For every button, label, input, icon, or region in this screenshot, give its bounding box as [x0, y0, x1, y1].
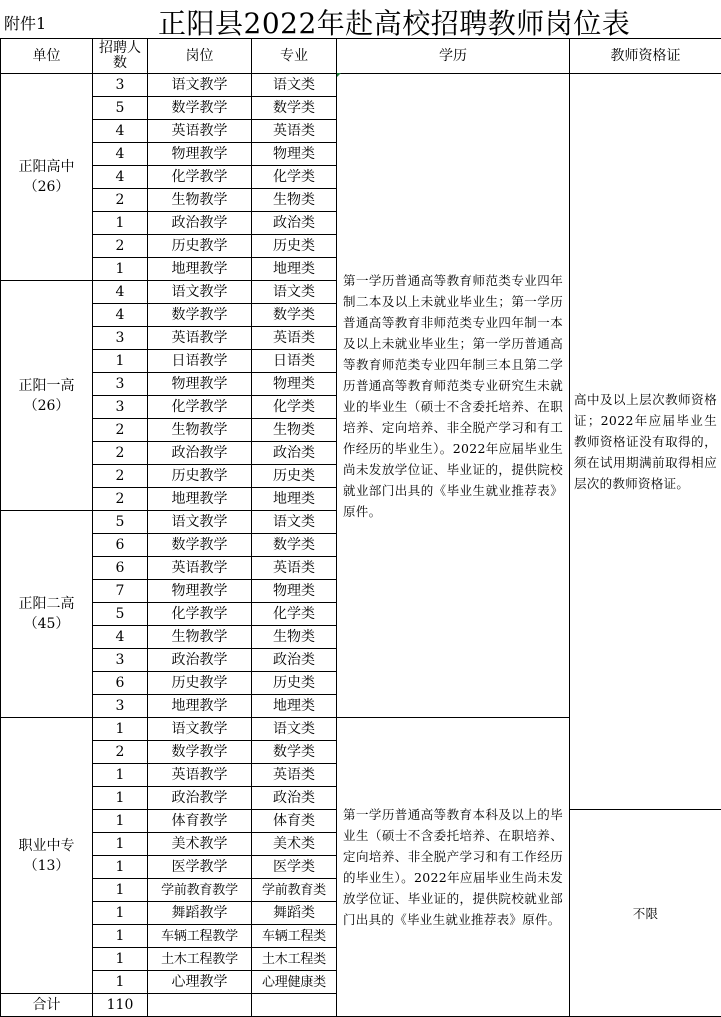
major-cell: 地理类: [252, 695, 337, 718]
count-cell: 1: [93, 787, 148, 810]
certificate-high-school-cell: 高中及以上层次教师资格证；2022年应届毕业生教师资格证没有取得的，须在试用期满前取得相应层次的教师资格证。: [570, 74, 721, 810]
major-cell: 土木工程类: [252, 948, 337, 971]
post-cell: 车辆工程教学: [148, 925, 252, 948]
major-cell: 体育类: [252, 810, 337, 833]
major-cell: 历史类: [252, 672, 337, 695]
major-cell: 政治类: [252, 787, 337, 810]
count-cell: 6: [93, 672, 148, 695]
header-row: [1, 39, 721, 74]
count-cell: 1: [93, 212, 148, 235]
count-cell: 2: [93, 442, 148, 465]
post-cell: 英语教学: [148, 120, 252, 143]
count-cell: 1: [93, 718, 148, 741]
major-cell: 车辆工程类: [252, 925, 337, 948]
post-cell: 化学教学: [148, 396, 252, 419]
post-cell: 生物教学: [148, 419, 252, 442]
major-cell: 英语类: [252, 557, 337, 580]
post-cell: 生物教学: [148, 189, 252, 212]
education-vocational-cell: 第一学历普通高等教育本科及以上的毕业生（硕士不含委托培养、在职培养、定向培养、非全脱产学习和有工作经历的毕业生）。2022年应届毕业生尚未发放学位证、毕业证的，提供院校就业部门出具的《毕业生就业推荐表》原件。: [337, 718, 570, 1017]
count-cell: 2: [93, 741, 148, 764]
post-cell: 语文教学: [148, 511, 252, 534]
post-cell: 政治教学: [148, 212, 252, 235]
major-cell: 数学类: [252, 304, 337, 327]
major-cell: 学前教育类: [252, 879, 337, 902]
total-post-empty: [148, 994, 252, 1017]
count-cell: 3: [93, 695, 148, 718]
post-cell: 语文教学: [148, 74, 252, 97]
count-cell: 1: [93, 902, 148, 925]
count-cell: 1: [93, 948, 148, 971]
education-normal-cell: 第一学历普通高等教育师范类专业四年制二本及以上未就业毕业生；第一学历普通高等教育非师范类专业四年制一本及以上未就业毕业生；第一学历普通高等教育师范类专业四年制三本且第二学历普通高等教育师范类专业研究生未就业的毕业生（硕士不含委托培养、在职培养、定向培养、非全脱产学习和有工作经历的毕业生）。2022年应届毕业生尚未发放学位证、毕业证的，提供院校就业部门出具的《毕业生就业推荐表》原件。: [337, 74, 570, 718]
unit-total: （13）: [24, 858, 70, 874]
count-cell: 1: [93, 833, 148, 856]
major-cell: 数学类: [252, 741, 337, 764]
post-cell: 历史教学: [148, 672, 252, 695]
header-post: 岗位: [148, 39, 252, 74]
post-cell: 舞蹈教学: [148, 902, 252, 925]
count-cell: 1: [93, 971, 148, 994]
major-cell: 舞蹈类: [252, 902, 337, 925]
major-cell: 日语类: [252, 350, 337, 373]
unit-cell: [1, 74, 93, 281]
unit-name: 正阳一高: [19, 378, 75, 394]
count-cell: 6: [93, 534, 148, 557]
major-cell: 化学类: [252, 603, 337, 626]
count-cell: 4: [93, 120, 148, 143]
major-cell: 心理健康类: [252, 971, 337, 994]
post-cell: 英语教学: [148, 764, 252, 787]
major-cell: 数学类: [252, 97, 337, 120]
post-cell: 历史教学: [148, 235, 252, 258]
table-row: [1, 74, 721, 97]
major-cell: 物理类: [252, 373, 337, 396]
annex-label: 附件1: [4, 11, 46, 34]
total-major-empty: [252, 994, 337, 1017]
post-cell: 政治教学: [148, 787, 252, 810]
post-cell: 地理教学: [148, 488, 252, 511]
post-cell: 物理教学: [148, 373, 252, 396]
unit-name: 职业中专: [19, 838, 75, 854]
count-cell: 4: [93, 626, 148, 649]
post-cell: 化学教学: [148, 603, 252, 626]
count-cell: 5: [93, 511, 148, 534]
major-cell: 化学类: [252, 166, 337, 189]
header-major: 专业: [252, 39, 337, 74]
major-cell: 政治类: [252, 212, 337, 235]
major-cell: 地理类: [252, 488, 337, 511]
post-cell: 英语教学: [148, 327, 252, 350]
post-cell: 美术教学: [148, 833, 252, 856]
count-cell: 2: [93, 465, 148, 488]
major-cell: 英语类: [252, 764, 337, 787]
post-cell: 数学教学: [148, 97, 252, 120]
count-cell: 2: [93, 235, 148, 258]
post-cell: 语文教学: [148, 718, 252, 741]
major-cell: 美术类: [252, 833, 337, 856]
major-cell: 语文类: [252, 511, 337, 534]
document-title: 正阳县2022年赴高校招聘教师岗位表: [158, 2, 630, 42]
certificate-unlimited-cell: 不限: [570, 810, 721, 1017]
major-cell: 医学类: [252, 856, 337, 879]
major-cell: 生物类: [252, 626, 337, 649]
unit-cell: [1, 718, 93, 994]
count-cell: 2: [93, 189, 148, 212]
major-cell: 语文类: [252, 281, 337, 304]
unit-name: 正阳高中: [19, 159, 75, 175]
post-cell: 土木工程教学: [148, 948, 252, 971]
post-cell: 医学教学: [148, 856, 252, 879]
count-cell: 4: [93, 143, 148, 166]
post-cell: 数学教学: [148, 741, 252, 764]
post-cell: 心理教学: [148, 971, 252, 994]
count-cell: 3: [93, 74, 148, 97]
post-cell: 语文教学: [148, 281, 252, 304]
count-cell: 1: [93, 764, 148, 787]
recruitment-table: [0, 38, 721, 1017]
count-cell: 6: [93, 557, 148, 580]
header-count: 招聘人数: [93, 39, 148, 74]
title-row: [0, 0, 721, 40]
post-cell: 政治教学: [148, 649, 252, 672]
major-cell: 物理类: [252, 143, 337, 166]
count-cell: 1: [93, 810, 148, 833]
count-cell: 5: [93, 97, 148, 120]
count-cell: 1: [93, 925, 148, 948]
unit-name: 正阳二高: [19, 596, 75, 612]
unit-total: （26）: [24, 179, 70, 195]
count-cell: 1: [93, 350, 148, 373]
count-cell: 1: [93, 879, 148, 902]
total-label: 合计: [1, 994, 93, 1017]
major-cell: 政治类: [252, 442, 337, 465]
post-cell: 英语教学: [148, 557, 252, 580]
count-cell: 7: [93, 580, 148, 603]
major-cell: 生物类: [252, 419, 337, 442]
post-cell: 物理教学: [148, 143, 252, 166]
major-cell: 历史类: [252, 465, 337, 488]
major-cell: 语文类: [252, 718, 337, 741]
count-cell: 2: [93, 488, 148, 511]
post-cell: 政治教学: [148, 442, 252, 465]
total-count: 110: [93, 994, 148, 1017]
major-cell: 英语类: [252, 120, 337, 143]
major-cell: 历史类: [252, 235, 337, 258]
count-cell: 1: [93, 258, 148, 281]
count-cell: 5: [93, 603, 148, 626]
post-cell: 数学教学: [148, 304, 252, 327]
major-cell: 地理类: [252, 258, 337, 281]
post-cell: 化学教学: [148, 166, 252, 189]
major-cell: 生物类: [252, 189, 337, 212]
count-cell: 4: [93, 281, 148, 304]
header-unit: 单位: [1, 39, 93, 74]
unit-cell: [1, 281, 93, 511]
post-cell: 物理教学: [148, 580, 252, 603]
post-cell: 地理教学: [148, 258, 252, 281]
count-cell: 3: [93, 396, 148, 419]
count-cell: 1: [93, 856, 148, 879]
count-cell: 3: [93, 373, 148, 396]
unit-total: （26）: [24, 398, 70, 414]
count-cell: 4: [93, 166, 148, 189]
post-cell: 日语教学: [148, 350, 252, 373]
major-cell: 化学类: [252, 396, 337, 419]
post-cell: 地理教学: [148, 695, 252, 718]
post-cell: 学前教育教学: [148, 879, 252, 902]
major-cell: 政治类: [252, 649, 337, 672]
post-cell: 历史教学: [148, 465, 252, 488]
count-cell: 3: [93, 649, 148, 672]
major-cell: 英语类: [252, 327, 337, 350]
major-cell: 数学类: [252, 534, 337, 557]
post-cell: 数学教学: [148, 534, 252, 557]
unit-total: （45）: [24, 616, 70, 632]
major-cell: 物理类: [252, 580, 337, 603]
major-cell: 语文类: [252, 74, 337, 97]
post-cell: 生物教学: [148, 626, 252, 649]
count-cell: 4: [93, 304, 148, 327]
count-cell: 2: [93, 419, 148, 442]
post-cell: 体育教学: [148, 810, 252, 833]
header-certificate: 教师资格证: [570, 39, 721, 74]
count-cell: 3: [93, 327, 148, 350]
header-education: 学历: [337, 39, 570, 74]
unit-cell: [1, 511, 93, 718]
cell-comment-marker: [337, 73, 341, 77]
